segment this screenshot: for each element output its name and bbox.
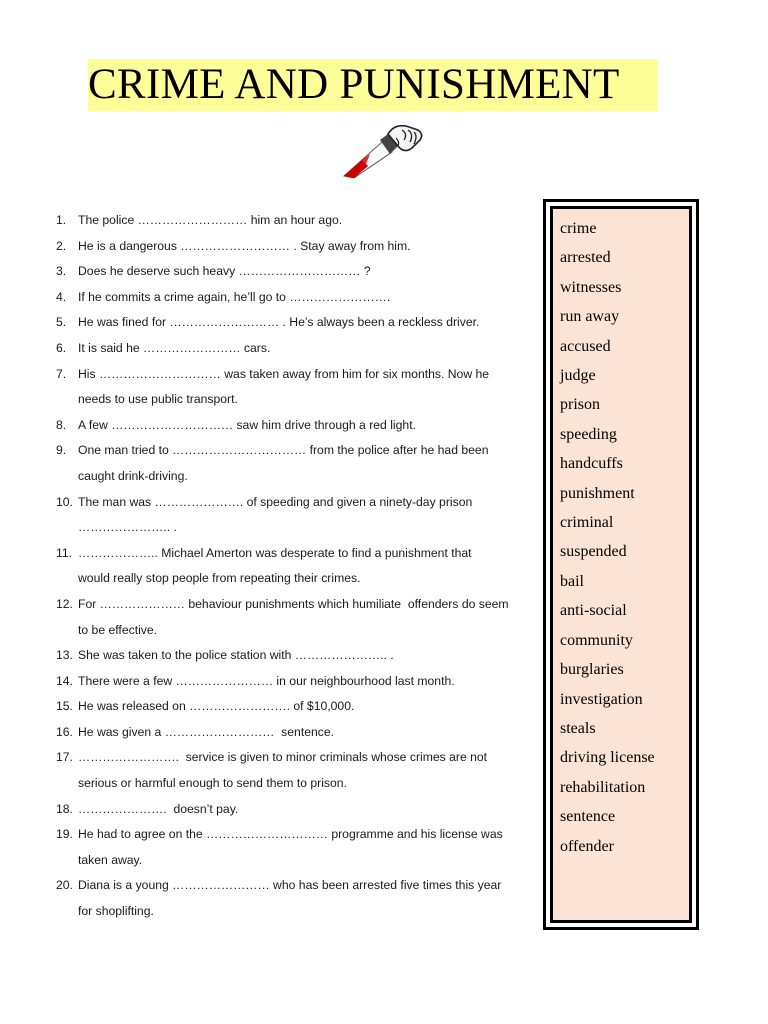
- question-number-label: 4.: [56, 289, 67, 304]
- question-number: [40, 720, 78, 746]
- word-bank-item: crime: [560, 220, 597, 237]
- question-text: One man tried to …………………………… from the police after he had been caught drink-driving.: [78, 443, 489, 483]
- question-text: He had to agree on the ………………………… programme and his license was taken away.: [78, 827, 503, 867]
- question-item: [40, 797, 545, 823]
- question-number-label: 17.: [56, 750, 73, 765]
- question-text: Diana is a young …………………… who has been arrested five times this year for shoplifting.: [78, 878, 502, 919]
- word-bank-panel: [550, 206, 692, 923]
- question-number-label: 16.: [56, 724, 73, 739]
- question-item: [40, 643, 545, 669]
- question-number: [40, 694, 78, 720]
- question-number-label: 10.: [56, 494, 73, 509]
- question-item: [40, 208, 545, 234]
- question-number: [40, 797, 78, 823]
- question-text: There were a few …………………… in our neighbourhood last month.: [78, 673, 455, 688]
- question-text: ……………………. service is given to minor criminals whose crimes are not serious or harmful enough to send them to prison.: [78, 750, 488, 791]
- question-item: [40, 592, 545, 643]
- question-item: [40, 490, 545, 541]
- question-text: …………………. doesn’t pay.: [78, 801, 239, 816]
- question-number-label: 11.: [56, 545, 73, 560]
- question-number: [40, 745, 78, 796]
- question-item: [40, 438, 545, 489]
- question-number-label: 19.: [56, 827, 73, 842]
- question-number-label: 20.: [56, 878, 73, 893]
- question-text: She was taken to the police station with ………………….. .: [78, 648, 394, 663]
- question-number-label: 18.: [56, 801, 73, 816]
- word-bank-item: steals: [560, 719, 596, 737]
- question-item: [40, 336, 545, 362]
- question-item: [40, 285, 545, 311]
- word-bank-item: sentence: [560, 808, 616, 826]
- word-bank-item: prison: [560, 396, 600, 414]
- word-bank-item: bail: [560, 572, 584, 590]
- question-number: [40, 822, 78, 873]
- question-number-label: 14.: [56, 673, 73, 688]
- word-bank-item: rehabilitation: [560, 778, 646, 796]
- question-number: [40, 234, 78, 260]
- question-text: He was given a ……………………… sentence.: [78, 724, 335, 739]
- question-number: [40, 336, 78, 362]
- word-bank-item: arrested: [560, 249, 611, 267]
- question-number-label: 2.: [56, 238, 67, 253]
- question-item: [40, 720, 545, 746]
- question-number-label: 1.: [56, 213, 67, 227]
- question-text: Does he deserve such heavy ………………………… ?: [78, 264, 371, 279]
- question-number: [40, 438, 78, 489]
- question-item: [40, 413, 545, 439]
- question-number: [40, 592, 78, 643]
- question-item: [40, 873, 545, 924]
- question-number: [40, 873, 78, 924]
- question-text: ……………….. Michael Amerton was desperate to find a punishment that would really stop people from repeating their crimes.: [78, 545, 472, 586]
- question-number-label: 5.: [56, 315, 67, 330]
- question-item: [40, 541, 545, 592]
- question-item: [40, 669, 545, 695]
- question-list: [40, 208, 545, 925]
- word-bank-item: driving license: [560, 749, 655, 767]
- word-bank-item: speeding: [560, 425, 617, 443]
- question-text: A few ………………………… saw him drive through a red light.: [78, 417, 416, 432]
- question-number: [40, 208, 78, 234]
- question-text: It is said he …………………… cars.: [78, 340, 271, 355]
- question-item: [40, 745, 545, 796]
- question-text: He was fined for ……………………… . He’s always been a reckless driver.: [78, 315, 480, 330]
- word-bank-item: criminal: [560, 514, 614, 532]
- word-bank-item: run away: [560, 308, 620, 326]
- question-number-label: 7.: [56, 366, 67, 381]
- word-bank-item: offender: [560, 837, 614, 855]
- question-number-label: 9.: [56, 443, 67, 458]
- question-number: [40, 669, 78, 695]
- question-text: The police ……………………… him an hour ago.: [78, 213, 343, 227]
- question-number-label: 13.: [56, 648, 73, 663]
- question-number: [40, 413, 78, 439]
- question-item: [40, 234, 545, 260]
- question-number: [40, 362, 78, 413]
- word-bank-item: community: [560, 631, 633, 649]
- question-number-label: 8.: [56, 417, 67, 432]
- word-bank-item: burglaries: [560, 661, 624, 679]
- word-bank-item: punishment: [560, 484, 635, 502]
- bloody-knife-icon: [342, 124, 432, 180]
- word-bank: [543, 199, 699, 930]
- question-number-label: 3.: [56, 264, 67, 279]
- question-number: [40, 259, 78, 285]
- question-text: For ………………… behaviour punishments which humiliate offenders do seem to be effective.: [78, 596, 509, 637]
- word-bank-item: witnesses: [560, 278, 622, 296]
- question-number: [40, 643, 78, 669]
- question-text: His ………………………… was taken away from him for six months. Now he needs to use public transport.: [78, 366, 490, 407]
- question-item: [40, 259, 545, 285]
- question-text: He was released on ……………………. of $10,000.: [78, 699, 355, 714]
- question-number-label: 12.: [56, 596, 73, 611]
- question-number: [40, 285, 78, 311]
- question-number-label: 15.: [56, 699, 73, 714]
- word-bank-item: accused: [560, 337, 611, 355]
- question-item: [40, 310, 545, 336]
- question-item: [40, 822, 545, 873]
- question-text: The man was …………………. of speeding and given a ninety-day prison ………………….. .: [78, 494, 473, 535]
- word-bank-item: suspended: [560, 543, 627, 561]
- question-number: [40, 310, 78, 336]
- word-bank-item: investigation: [560, 690, 643, 708]
- word-bank-item: judge: [560, 367, 596, 385]
- question-item: [40, 362, 545, 413]
- page-title: CRIME AND PUNISHMENT: [88, 59, 658, 111]
- question-number: [40, 490, 78, 541]
- question-item: [40, 694, 545, 720]
- word-bank-item: handcuffs: [560, 455, 623, 473]
- question-number-label: 6.: [56, 340, 67, 355]
- question-text: If he commits a crime again, he’ll go to …………………….: [78, 289, 391, 304]
- question-number: [40, 541, 78, 592]
- word-bank-item: anti-social: [560, 602, 627, 620]
- question-text: He is a dangerous ……………………… . Stay away from him.: [78, 238, 411, 253]
